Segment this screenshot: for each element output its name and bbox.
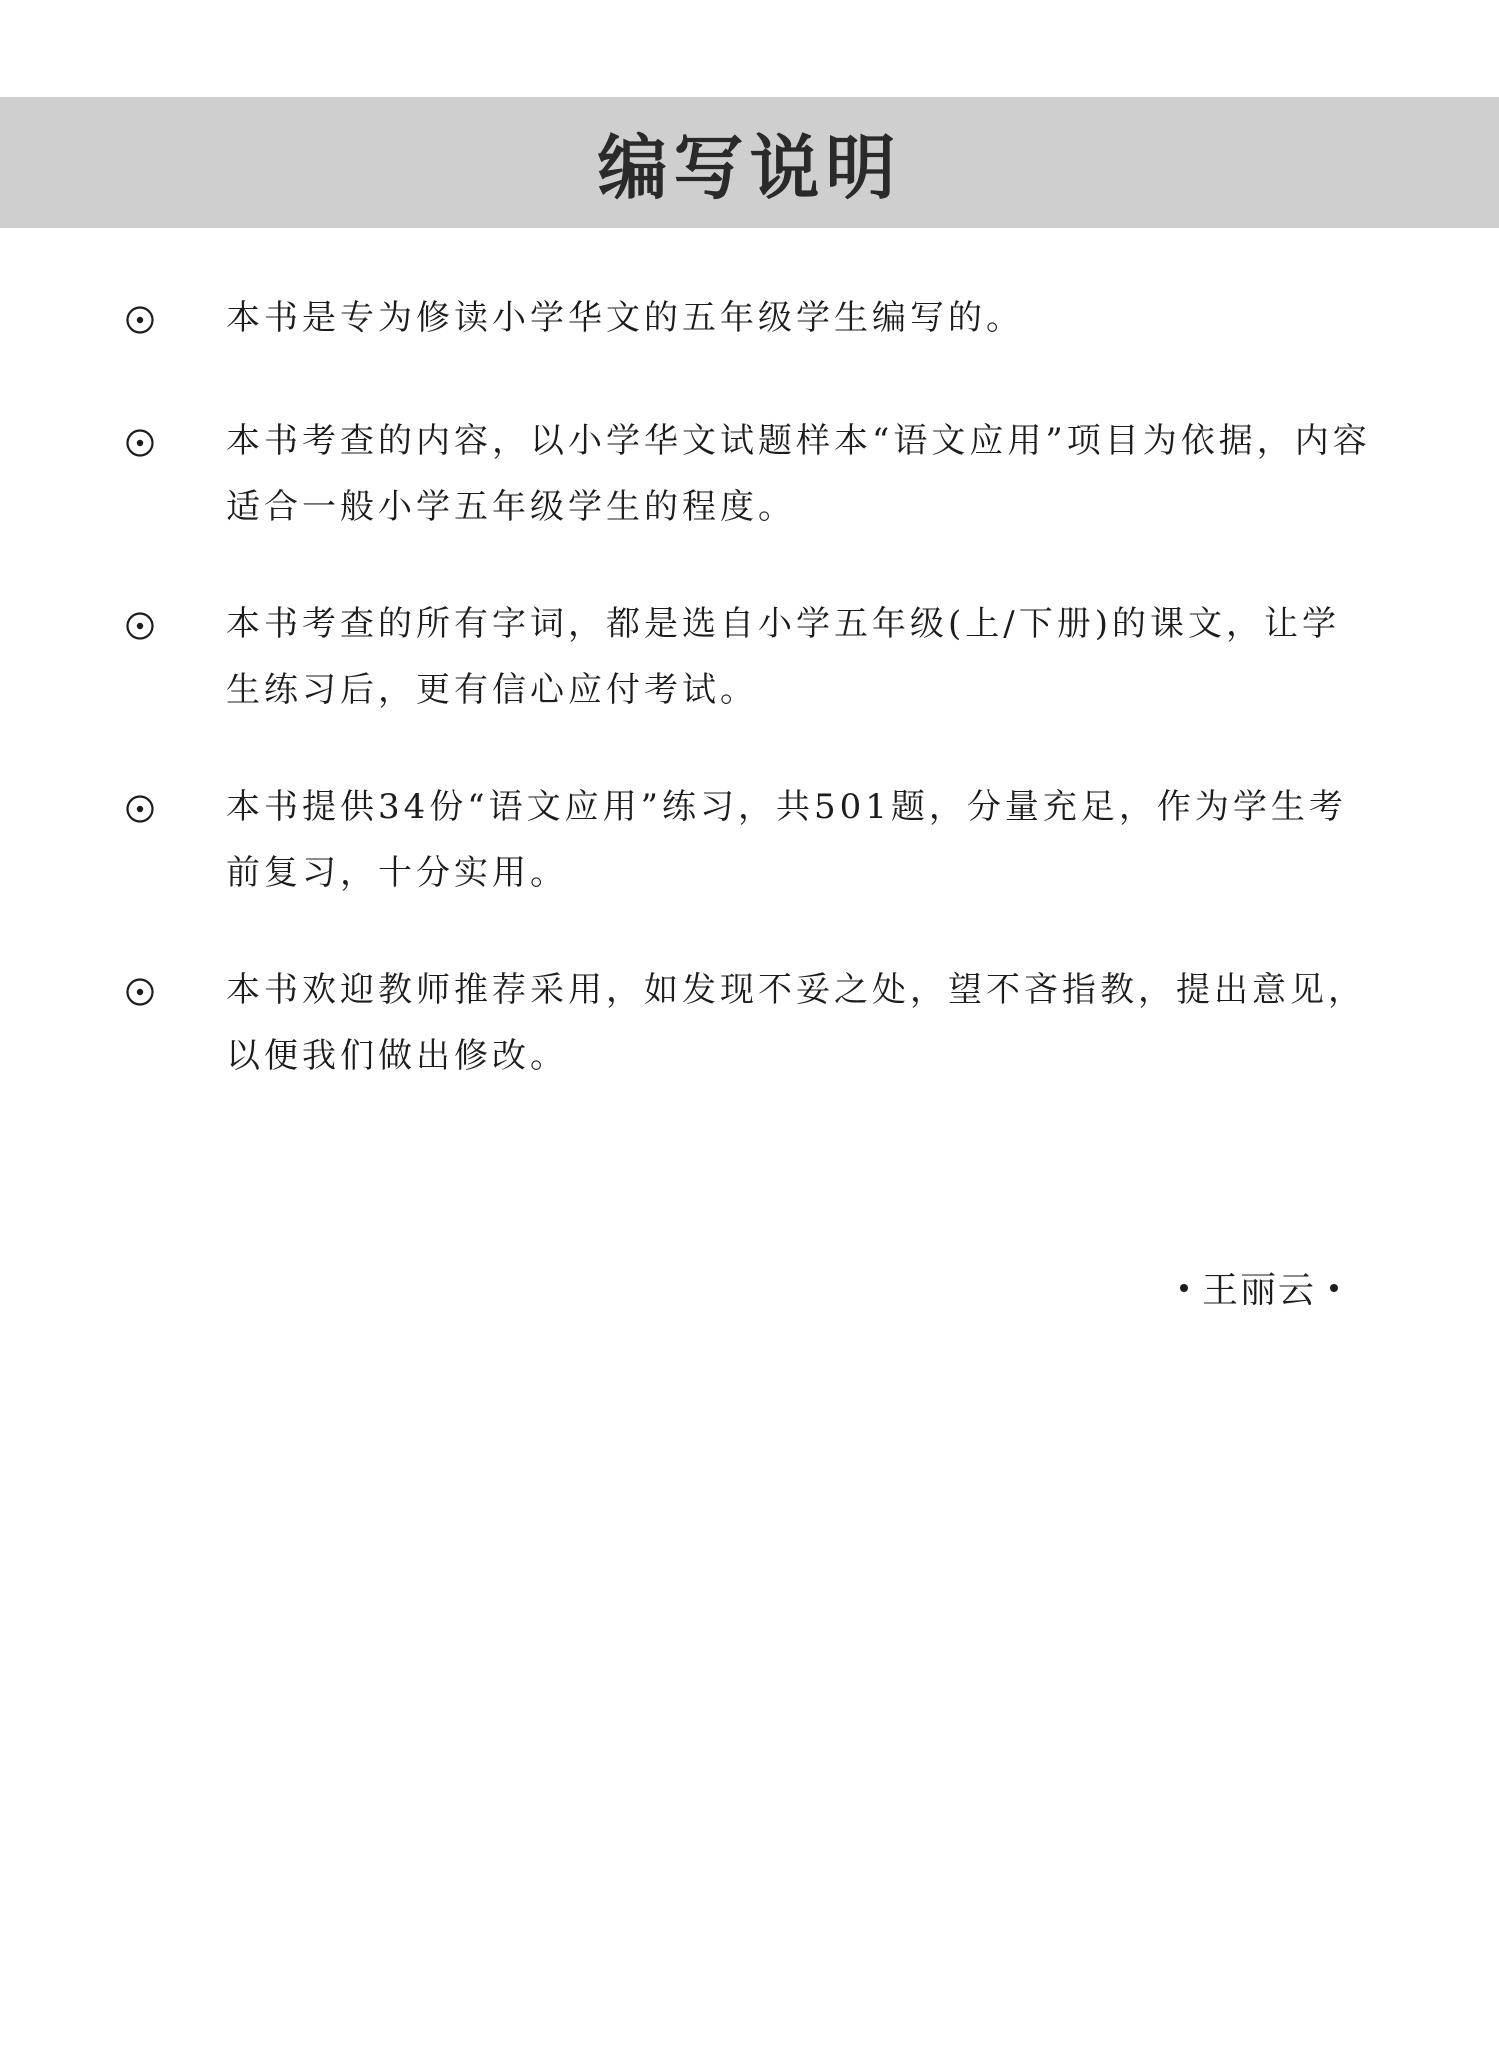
circled-dot-icon (125, 305, 155, 335)
list-item-text: 本书考查的所有字词，都是选自小学五年级(上/下册)的课文，让学生练习后，更有信心应付考试。 (226, 604, 1340, 710)
author-name: 王丽云 (1202, 1270, 1317, 1311)
list-item-text: 本书是专为修读小学华文的五年级学生编写的。 (226, 298, 1024, 338)
page-title: 编写说明 (597, 127, 902, 209)
circled-dot-icon (125, 794, 155, 824)
circled-dot-icon (125, 977, 155, 1007)
circled-dot-icon (125, 611, 155, 641)
signature-dot-right (1330, 1284, 1338, 1292)
list-item-text: 本书提供34份“语文应用”练习，共501题，分量充足，作为学生考前复习，十分实用。 (226, 787, 1347, 893)
signature (1180, 1262, 1420, 1313)
circled-dot-icon (125, 428, 155, 458)
list-item-text: 本书欢迎教师推荐采用，如发现不妥之处，望不吝指教，提出意见，以便我们做出修改。 (226, 970, 1366, 1076)
signature-dot-left (1180, 1284, 1188, 1292)
list-item-text: 本书考查的内容，以小学华文试题样本“语文应用”项目为依据，内容适合一般小学五年级学生的程度。 (226, 421, 1371, 527)
title-band (0, 97, 1499, 228)
